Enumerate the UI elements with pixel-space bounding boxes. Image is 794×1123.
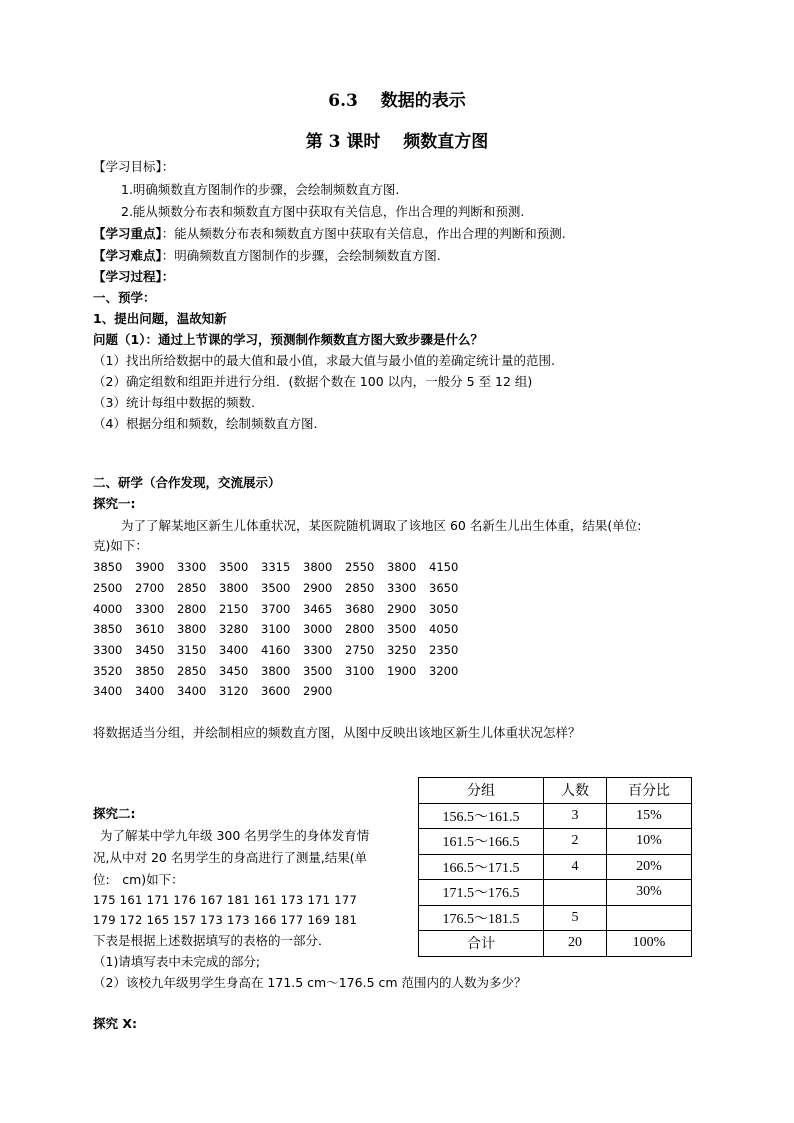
key-point-label: 【学习重点】 bbox=[93, 226, 162, 241]
data-cell: 4150 bbox=[429, 560, 459, 575]
data-cell: 3300 bbox=[135, 601, 165, 616]
table-cell: 3 bbox=[544, 803, 607, 829]
data-cell: 3850 bbox=[93, 560, 123, 575]
explore-2-text-line2: 况,从中对 20 名男学生的身高进行了测量,结果(单 bbox=[93, 850, 368, 865]
data-cell: 3250 bbox=[387, 643, 417, 658]
column-header: 分组 bbox=[419, 778, 544, 804]
explore-2-text-line3: 位: cm)如下： bbox=[93, 872, 184, 887]
data-cell: 3500 bbox=[219, 560, 249, 575]
table-cell: 4 bbox=[544, 854, 607, 880]
process-label: 【学习过程】： bbox=[93, 269, 175, 284]
preview-question-1: 问题（1）：通过上节课的学习，预测制作频数直方图大致步骤是什么？ bbox=[93, 332, 483, 347]
data-cell: 3500 bbox=[261, 581, 291, 596]
table-cell bbox=[544, 880, 607, 906]
data-cell: 3450 bbox=[135, 643, 165, 658]
table-cell: 100% bbox=[607, 931, 692, 957]
explore-2-note: 下表是根据上述数据填写的表格的一部分． bbox=[93, 933, 331, 948]
preview-heading: 一、预学： bbox=[93, 290, 156, 305]
data-cell: 3280 bbox=[219, 622, 249, 637]
data-cell: 3400 bbox=[219, 643, 249, 658]
data-cell: 3150 bbox=[177, 643, 207, 658]
data-cell: 3300 bbox=[177, 560, 207, 575]
data-cell: 2850 bbox=[177, 663, 207, 678]
data-cell: 3500 bbox=[387, 622, 417, 637]
table-cell: 176.5～181.5 bbox=[419, 905, 544, 931]
birth-weight-data-table bbox=[93, 557, 471, 702]
step-item: （2）确定组数和组距并进行分组．(数据个数在 100 以内，一般分 5 至 12 组) bbox=[93, 374, 533, 389]
data-row bbox=[93, 619, 471, 640]
data-cell: 2700 bbox=[135, 581, 165, 596]
data-row bbox=[93, 578, 471, 599]
data-cell: 3800 bbox=[177, 622, 207, 637]
data-cell: 3520 bbox=[93, 663, 123, 678]
height-data-line-2: 179 172 165 157 173 173 166 177 169 181 bbox=[93, 913, 358, 927]
explore-1-text-line2: 克)如下： bbox=[93, 538, 148, 553]
objective-item-1: 1.明确频数直方图制作的步骤，会绘制频数直方图. bbox=[121, 182, 400, 197]
objectives-label: 【学习目标】： bbox=[93, 159, 175, 174]
table-header-row bbox=[419, 778, 692, 804]
data-cell: 3680 bbox=[345, 601, 375, 616]
column-header: 人数 bbox=[544, 778, 607, 804]
data-cell: 3500 bbox=[303, 663, 333, 678]
step-item: （4）根据分组和频数，绘制频数直方图. bbox=[93, 416, 318, 431]
table-cell: 171.5～176.5 bbox=[419, 880, 544, 906]
table-row bbox=[419, 854, 692, 880]
table-cell: 15% bbox=[607, 803, 692, 829]
explore-1-text-line1: 为了了解某地区新生儿体重状况，某医院随机调取了该地区 60 名新生儿出生体重，结果(单位: bbox=[121, 518, 642, 533]
data-cell: 2350 bbox=[429, 643, 459, 658]
data-cell: 3600 bbox=[261, 684, 291, 699]
preview-sub1: 1、提出问题，温故知新 bbox=[93, 311, 227, 326]
data-cell: 2750 bbox=[345, 643, 375, 658]
data-cell: 2800 bbox=[345, 622, 375, 637]
explore-1-label: 探究一: bbox=[93, 496, 136, 511]
step-item: （3）统计每组中数据的频数. bbox=[93, 395, 255, 410]
table-cell: 20% bbox=[607, 854, 692, 880]
data-cell bbox=[429, 681, 471, 702]
explore-2-label: 探究二: bbox=[93, 806, 136, 821]
data-cell: 3100 bbox=[345, 663, 375, 678]
data-cell: 4050 bbox=[429, 622, 459, 637]
data-cell: 2550 bbox=[345, 560, 375, 575]
data-cell: 3200 bbox=[429, 663, 459, 678]
data-cell: 3650 bbox=[429, 581, 459, 596]
height-data-line-1: 175 161 171 176 167 181 161 173 171 177 bbox=[93, 893, 358, 907]
data-cell bbox=[387, 681, 429, 702]
data-cell: 3000 bbox=[303, 622, 333, 637]
table-row bbox=[419, 931, 692, 957]
table-cell: 166.5～171.5 bbox=[419, 854, 544, 880]
data-cell: 2900 bbox=[387, 601, 417, 616]
difficulty-label: 【学习难点】 bbox=[93, 248, 162, 263]
step-item: （1）找出所给数据中的最大值和最小值，求最大值与最小值的差确定统计量的范围. bbox=[93, 353, 555, 368]
data-cell: 3050 bbox=[429, 601, 459, 616]
table-cell: 2 bbox=[544, 829, 607, 855]
data-row bbox=[93, 598, 471, 619]
data-cell: 3120 bbox=[219, 684, 249, 699]
data-cell: 2150 bbox=[219, 601, 249, 616]
data-cell: 3315 bbox=[261, 560, 291, 575]
difficulty bbox=[93, 248, 441, 264]
data-cell: 3850 bbox=[135, 663, 165, 678]
data-cell: 4000 bbox=[93, 601, 123, 616]
column-header: 百分比 bbox=[607, 778, 692, 804]
data-row bbox=[93, 681, 471, 702]
data-cell: 3400 bbox=[93, 684, 123, 699]
table-cell: 20 bbox=[544, 931, 607, 957]
explore-2-text-line1: 为了解某中学九年级 300 名男学生的身体发育情 bbox=[100, 828, 370, 843]
data-cell: 2850 bbox=[345, 581, 375, 596]
data-cell: 3700 bbox=[261, 601, 291, 616]
table-row bbox=[419, 880, 692, 906]
table-cell: 156.5～161.5 bbox=[419, 803, 544, 829]
data-cell bbox=[345, 681, 387, 702]
explore-2-question-1: （1)请填写表中未完成的部分; bbox=[93, 954, 261, 969]
data-cell: 3300 bbox=[93, 643, 123, 658]
table-row bbox=[419, 905, 692, 931]
objective-item-2: 2.能从频数分布表和频数直方图中获取有关信息，作出合理的判断和预测. bbox=[121, 204, 525, 219]
data-cell: 3800 bbox=[303, 560, 333, 575]
data-cell: 3400 bbox=[135, 684, 165, 699]
data-cell: 3850 bbox=[93, 622, 123, 637]
explore-2-question-2: （2）该校九年级男学生身高在 171.5 cm～176.5 cm 范围内的人数为多少？ bbox=[93, 975, 527, 990]
data-row bbox=[93, 557, 471, 578]
key-point bbox=[93, 226, 566, 242]
data-cell: 3800 bbox=[387, 560, 417, 575]
difficulty-text: ：明确频数直方图制作的步骤，会绘制频数直方图. bbox=[161, 248, 441, 263]
table-cell: 161.5～166.5 bbox=[419, 829, 544, 855]
data-cell: 3300 bbox=[303, 643, 333, 658]
data-cell: 4160 bbox=[261, 643, 291, 658]
explore-1-question: 将数据适当分组，并绘制相应的频数直方图，从图中反映出该地区新生儿体重状况怎样？ bbox=[93, 725, 581, 740]
table-cell: 10% bbox=[607, 829, 692, 855]
data-cell: 2800 bbox=[177, 601, 207, 616]
explore-x-label: 探究 X: bbox=[93, 1016, 137, 1031]
table-cell: 合计 bbox=[419, 931, 544, 957]
data-cell: 3800 bbox=[219, 581, 249, 596]
study-heading: 二、研学（合作发现，交流展示） bbox=[93, 475, 281, 490]
data-cell: 3800 bbox=[261, 663, 291, 678]
data-cell: 3100 bbox=[261, 622, 291, 637]
data-cell: 3900 bbox=[135, 560, 165, 575]
data-cell: 3450 bbox=[219, 663, 249, 678]
table-row bbox=[419, 803, 692, 829]
data-cell: 3400 bbox=[177, 684, 207, 699]
table-cell: 30% bbox=[607, 880, 692, 906]
data-cell: 1900 bbox=[387, 663, 417, 678]
height-frequency-table bbox=[418, 777, 692, 957]
data-cell: 3300 bbox=[387, 581, 417, 596]
data-cell: 2900 bbox=[303, 581, 333, 596]
table-cell: 5 bbox=[544, 905, 607, 931]
data-row bbox=[93, 640, 471, 661]
table-cell bbox=[607, 905, 692, 931]
data-cell: 3610 bbox=[135, 622, 165, 637]
key-point-text: ：能从频数分布表和频数直方图中获取有关信息，作出合理的判断和预测. bbox=[161, 226, 566, 241]
lesson-subtitle: 第 3 课时 频数直方图 bbox=[305, 132, 489, 152]
data-cell: 2900 bbox=[303, 684, 333, 699]
data-row bbox=[93, 660, 471, 681]
data-cell: 2850 bbox=[177, 581, 207, 596]
data-cell: 3465 bbox=[303, 601, 333, 616]
page-title: 6.3 数据的表示 bbox=[328, 91, 466, 111]
data-cell: 2500 bbox=[93, 581, 123, 596]
table-row bbox=[419, 829, 692, 855]
